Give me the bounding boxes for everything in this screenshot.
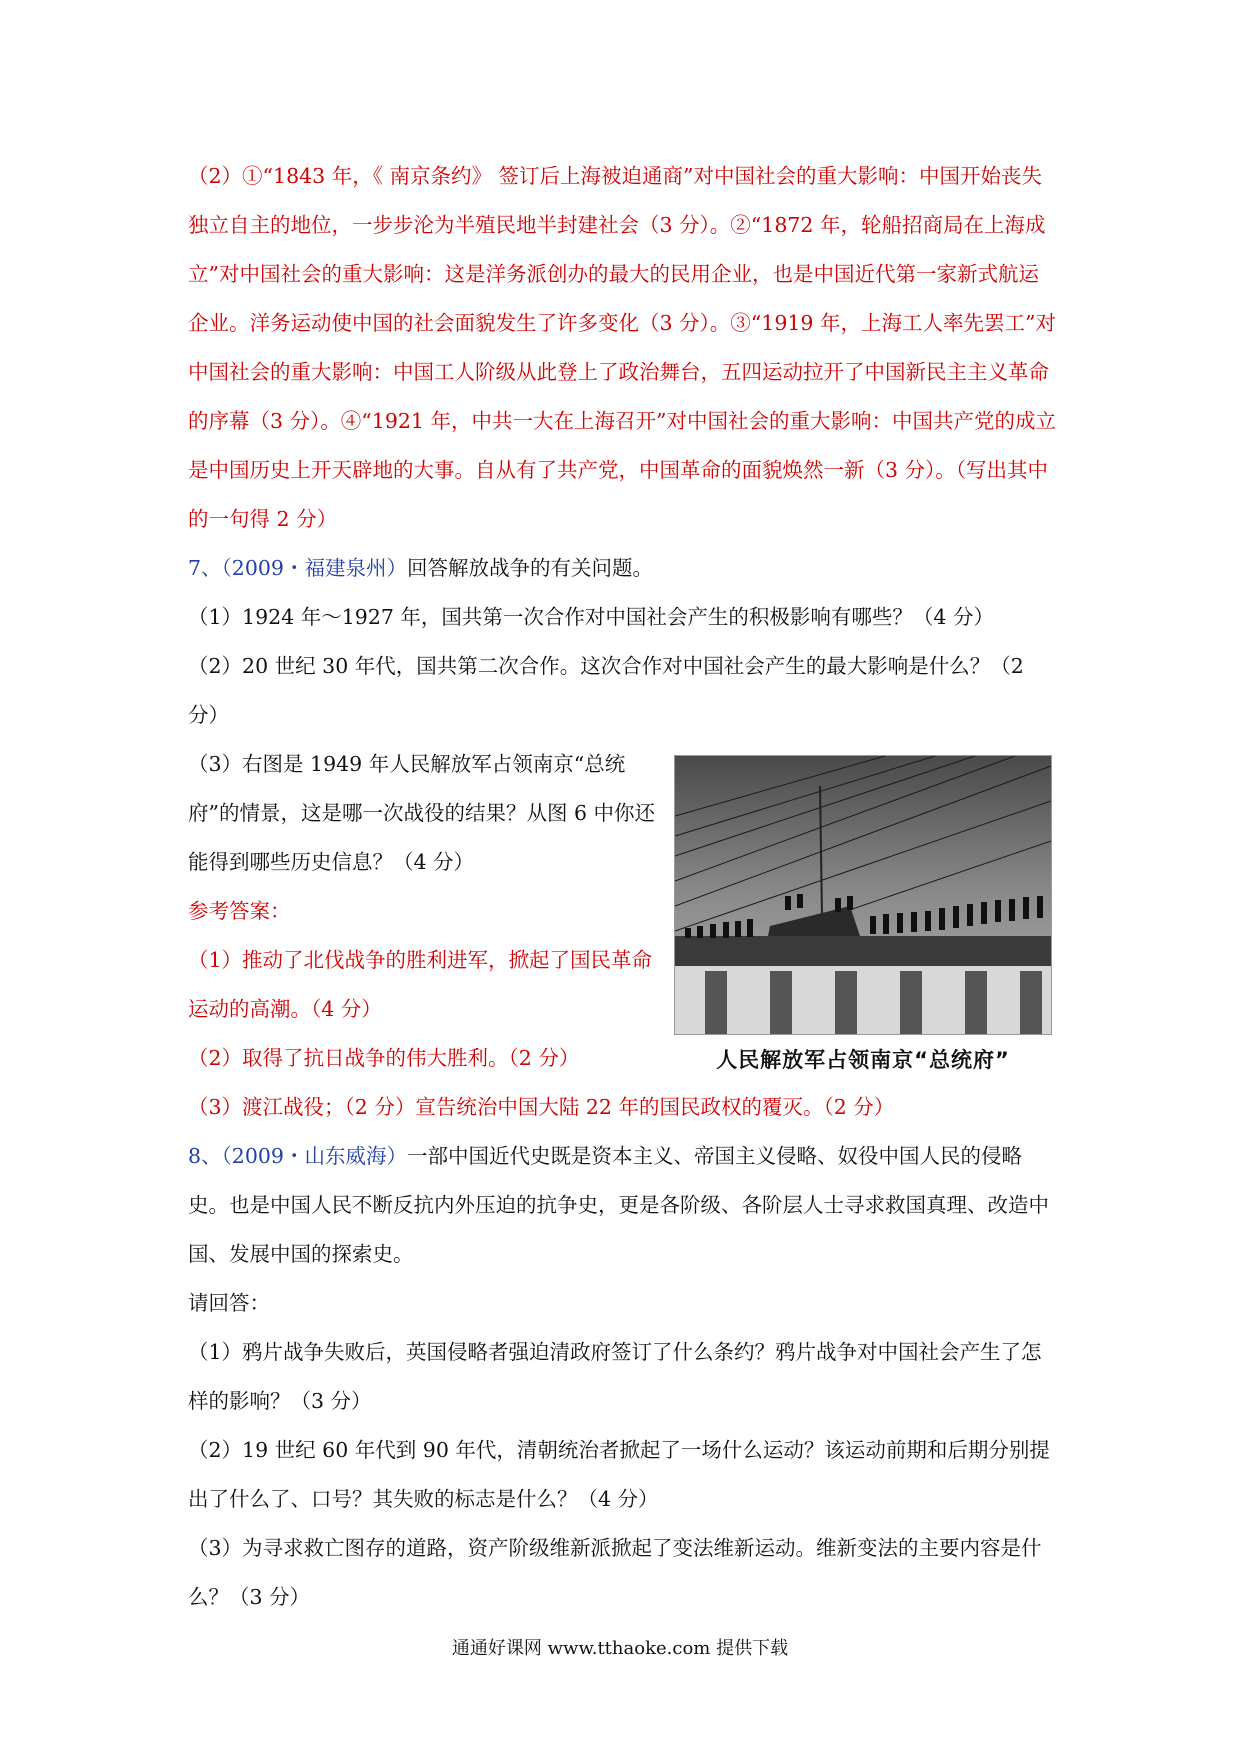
q6-answer-2: （2）①“1843 年，《 南京条约》 签订后上海被迫通商”对中国社会的重大影响：中国开始丧失独立自主的地位，一步步沦为半殖民地半封建社会（3 分）。②“1872 年，轮船招商局在上海成立”对中国社会的重大影响：这是洋务派创办的最大的民用企业，也是中国近代第一家新式航运企业。洋务运动使中国的社会面貌发生了许多变化（3 分）。③“1919 年，上海工人率先罢工”对中国社会的重大影响：中国工人阶级从此登上了政治舞台，五四运动拉开了中国新民主主义革命的序幕（3 分）。④“1921 年，中共一大在上海召开”对中国社会的重大影响：中国共产党的成立是中国历史上开天辟地的大事。自从有了共产党，中国革命的面貌焕然一新（3 分）。（写出其中的一句得 2 分） (188, 164, 1056, 531)
q7-number: 7、 (188, 556, 222, 580)
q8-source-tag: （2009・山东威海） (221, 1144, 407, 1168)
q7-source-tag: （2009・福建泉州） (221, 556, 407, 580)
q7-answer-1: （1）推动了北伐战争的胜利进军，掀起了国民革命运动的高潮。（4 分） (188, 948, 653, 1021)
historical-photo (674, 755, 1052, 1035)
q7-sub1: （1）1924 年～1927 年，国共第一次合作对中国社会产生的积极影响有哪些？（4 分） (188, 605, 994, 629)
q8-stem: 一部中国近代史既是资本主义、帝国主义侵略、奴役中国人民的侵略史。也是中国人民不断反抗内外压迫的抗争史，更是各阶级、各阶层人士寻求救国真理、改造中国、发展中国的探索史。 (188, 1144, 1049, 1266)
q7-answer-3: （3）渡江战役；（2 分）宣告统治中国大陆 22 年的国民政权的覆灭。（2 分） (188, 1095, 895, 1119)
q8-sub3: （3）为寻求救亡图存的道路，资产阶级维新派掀起了变法维新运动。维新变法的主要内容是什么？（3 分） (188, 1536, 1042, 1609)
figure-nanjing-presidential-palace (674, 755, 1052, 1074)
q7-answer-label: 参考答案： (188, 899, 291, 923)
q7-sub3-section (188, 740, 1056, 1083)
q8-sub2: （2）19 世纪 60 年代到 90 年代，清朝统治者掀起了一场什么运动？该运动前期和后期分别提出了什么了、口号？其失败的标志是什么？（4 分） (188, 1438, 1050, 1511)
page-footer: 通通好课网 www.tthaoke.com 提供下载 (451, 1638, 789, 1659)
q7-stem: 回答解放战争的有关问题。 (406, 556, 653, 580)
q8-sub1: （1）鸦片战争失败后，英国侵略者强迫清政府签订了什么条约？鸦片战争对中国社会产生了怎样的影响？（3 分） (188, 1340, 1042, 1413)
q8-number: 8、 (188, 1144, 222, 1168)
figure-caption: 人民解放军占领南京“总统府” (716, 1048, 1010, 1072)
q8-heading (188, 1132, 1056, 1279)
q7-sub3: （3）右图是 1949 年人民解放军占领南京“总统府”的情景，这是哪一次战役的结果？从图 6 中你还能得到哪些历史信息？（4 分） (188, 752, 656, 874)
q7-answer-2: （2）取得了抗日战争的伟大胜利。（2 分） (188, 1046, 580, 1070)
page-content (188, 152, 1056, 1622)
q8-prompt: 请回答： (188, 1291, 270, 1315)
q7-sub3-left-column (188, 740, 658, 1083)
q7-heading (188, 544, 1056, 593)
q7-sub2: （2）20 世纪 30 年代，国共第二次合作。这次合作对中国社会产生的最大影响是什么？（2 分） (188, 654, 1024, 727)
